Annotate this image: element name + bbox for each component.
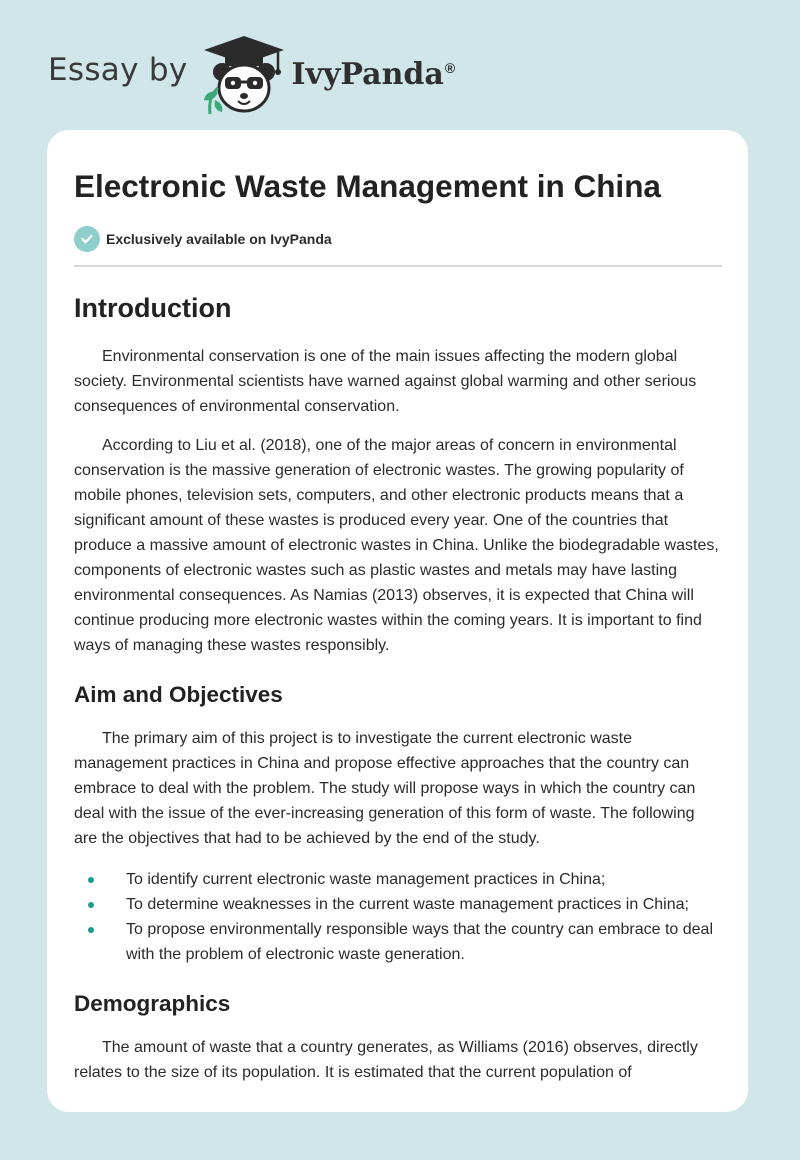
demographics-paragraph: The amount of waste that a country generates, as Williams (2016) observes, directly relates to the size of its population. It is estimated that the current population of — [74, 1039, 698, 1081]
introduction-heading: Introduction — [74, 293, 232, 323]
objective-text: To propose environmentally responsible ways that the country can embrace to deal with the problem of electronic waste generation. — [126, 921, 713, 963]
brand-header[interactable] — [48, 30, 455, 116]
bullet-icon — [88, 902, 94, 908]
demographics-heading: Demographics — [74, 991, 231, 1016]
bullet-icon — [88, 877, 94, 883]
check-circle-icon — [74, 226, 100, 252]
essay-title: Electronic Waste Management in China — [74, 168, 661, 204]
bullet-icon — [88, 927, 94, 933]
objective-text: To identify current electronic waste management practices in China; — [126, 871, 606, 888]
objectives-list — [74, 867, 722, 967]
exclusive-badge — [74, 226, 722, 252]
list-item — [74, 917, 722, 967]
essay-card — [47, 130, 748, 1112]
list-item — [74, 867, 722, 892]
brand-prefix: Essay by — [48, 52, 188, 88]
introduction-paragraph-2: According to Liu et al. (2018), one of the major areas of concern in environmental conservation is the massive generation of electronic wastes. The growing popularity of mobile phones, television sets, computers, and other electronic products means that a significant amount of these wastes is produced every year. One of the countries that produce a massive amount of electronic wastes in China. Unlike the biodegradable wastes, components of electronic wastes such as plastic wastes and metals may have lasting environmental consequences. As Namias (2013) observes, it is expected that China will continue producing more electronic wastes within the coming years. It is important to find ways of managing these wastes responsibly. — [74, 437, 719, 654]
brand-name: IvyPanda® — [291, 56, 456, 92]
aims-paragraph: The primary aim of this project is to investigate the current electronic waste management practices in China and propose effective approaches that the country can embrace to deal with the problem. The study will propose ways in which the country can deal with the issue of the ever-increasing generation of this form of waste. The following are the objectives that had to be achieved by the end of the study. — [74, 730, 696, 847]
badge-label: Exclusively available on IvyPanda — [106, 231, 332, 247]
panda-graduate-logo-icon — [198, 30, 290, 116]
objective-text: To determine weaknesses in the current waste management practices in China; — [126, 896, 689, 913]
introduction-paragraph-1: Environmental conservation is one of the main issues affecting the modern global society. Environmental scientists have warned against global warming and other serious consequences of environmental conservation. — [74, 348, 697, 415]
aims-heading: Aim and Objectives — [74, 682, 283, 707]
list-item — [74, 892, 722, 917]
divider — [74, 265, 722, 267]
